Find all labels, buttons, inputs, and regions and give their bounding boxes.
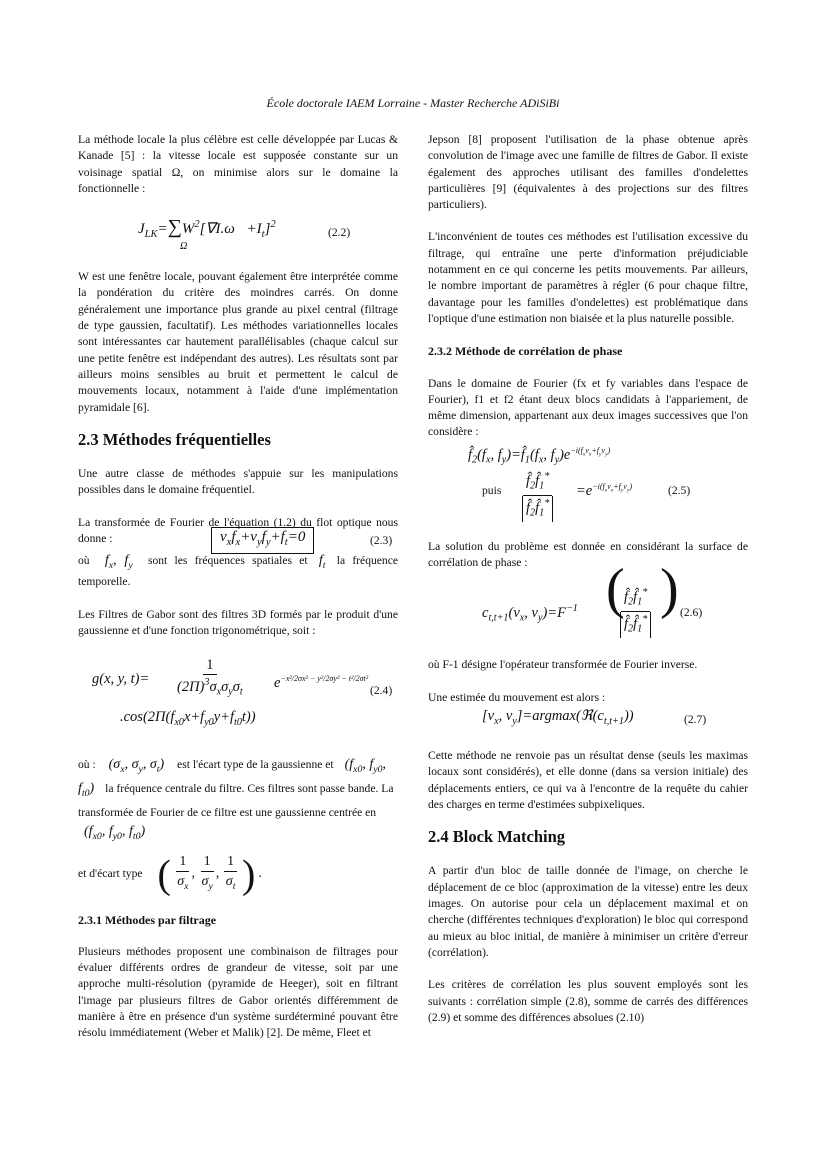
paragraph-fourier: La transformée de Fourier de l'équation (1.2) du flot optique nous donne : $v_xf_x+v_yf_y+f_t=0$ (2.3) où $f_x$, $f_y$ sont les fréquences spatiales et $f_t$ la fréquence temporelle.	[78, 515, 399, 589]
equation-number: (2.7)	[684, 712, 707, 726]
section-heading: 2.3 Méthodes fréquentielles	[78, 429, 271, 449]
equation-number: (2.6)	[680, 606, 703, 620]
equation-2-3: $v_xf_x+v_yf_y+f_t=0$	[211, 527, 314, 553]
page-header: École doctorale IAEM Lorraine - Master Recherche ADiSiBi	[266, 96, 560, 110]
equation-number: (2.3)	[370, 534, 393, 548]
equation-number: (2.5)	[668, 483, 691, 497]
paragraph: Une autre classe de méthodes s'appuie sur les manipulations possibles dans le domaine fréquentiel.	[78, 467, 398, 497]
paragraph: Une estimée du mouvement est alors :	[428, 690, 606, 704]
paragraph: Dans le domaine de Fourier (fx et fy variables dans l'espace de Fourier), f1 et f2 étant deux blocs candidats à l'appariement, de même dimension, appartenant aux deux images successives que l'on considère :	[428, 376, 748, 439]
paragraph: La solution du problème est donnée en considérant la surface de corrélation de phase :	[428, 539, 748, 570]
equation-2-2: $J_{LK}=\sum W^2[\nabla I.\omega⃗+I_t]^2$ Ω (2.2)	[138, 216, 351, 253]
paragraph: Les critères de corrélation les plus souvent employés sont les suivants : corrélation simple (2.8), somme de carrés des différences (2.9) et somme des différences absolues (2.10)	[428, 978, 748, 1024]
equation-2-6: $c_{t,t+1}(v_x$, $v_y)=F^{-1}$ ( $\frac{f̂_2f̂_1^*}{f̂_2f̂_1^*}$ ) (2.6)	[428, 575, 748, 649]
paragraph: La méthode locale la plus célèbre est celle développée par Lucas & Kanade [5] : la vitesse locale est supposée constante sur un voisinage spatial Ω, on minimise alors sur le domaine la fonctionnelle :	[78, 133, 398, 195]
paragraph: W est une fenêtre locale, pouvant également être interprétée comme la pondération du critère des moindres carrés. On donne généralement une importance plus grande au pixel central (filtrage de type gaussien, facultatif). Les méthodes variationnelles locales sont intéressantes car hautement parallélisables (chaque calcul sur une petite fenêtre est indépendant des autres). Les résultats sont par ailleurs moins sensibles au bruit et permettent le calcul de mouvements locaux, notamment à l'aide d'une implémentation pyramidale [6].	[78, 270, 398, 414]
subsection-heading: 2.3.1 Méthodes par filtrage	[78, 912, 217, 927]
subsection-heading: 2.3.2 Méthode de corrélation de phase	[428, 344, 623, 359]
paragraph: L'inconvénient de toutes ces méthodes est l'utilisation excessive du filtrage, qui entraîne une perte d'information préjudiciable notamment en ce qui concerne les petits mouvements. Par ailleurs, le nombre important de paramètres à régler (6 pour chaque filtre, davantage pour les familles d'ondelettes) est problématique dans l'optique d'une estimation non biaisée et la plus naturelle possible.	[428, 230, 748, 325]
equation-number: (2.4)	[370, 684, 393, 698]
left-column	[78, 132, 398, 1058]
paragraph: A partir d'un bloc de taille donnée de l'image, on cherche le déplacement de ce bloc (approximation de la vitesse) entre les deux images. On autorise pour cela un déplacement maximal et on cherche (différentes techniques d'exploration) le bloc qui correspond au mieux au bloc initial, de manière à minimiser un critère d'erreur (corrélation).	[428, 864, 748, 959]
paragraph: Plusieurs méthodes proposent une combinaison de filtrages pour évaluer différents ordres de grandeur de vitesse, soit par une approche multi-résolution (pyramide de Heeger), soit en filtrant l'image par plusieurs filtres de Gabor orientés différemment de manière à être en présence d'un système surdéterminé pouvant être résolu immédiatement (Weber et Malik) [2]. De même, Fleet et	[78, 944, 398, 1040]
equation-2-7: [$v_x$, $v_y]=argmax(ℜ(c_{t,t+1}))$ (2.7)	[482, 707, 707, 727]
section-heading: 2.4 Block Matching	[428, 827, 566, 847]
paragraph: Cette méthode ne renvoie pas un résultat dense (seuls les maximas locaux sont considérés), et elle donne (dans sa version initiale) des déplacements entiers, ce qui va à l'encontre de la requête du cahier des charges en terme d'estimées subpixeliques.	[428, 748, 748, 811]
paragraph: Les Filtres de Gabor sont des filtres 3D formés par le produit d'une gaussienne et d'une fonction trigonométrique, soit :	[78, 607, 398, 638]
equation-2-4: g(x, y, t)= 1 $(2\Pi)^3\sigma_x\sigma_y\sigma_t$ $e^{-x^2/2\sigma x^2 - y^2/2\sigma y^2 - t^2/2\sigma t^2}$ $.\cos(2\Pi(f_{x0}x+f_{y0}y+f_{t0}t))$ (2.4)	[92, 657, 393, 729]
paragraph-gabor: où : ($\sigma_x$, $\sigma_y$, $\sigma_t$) est l'écart type de la gaussienne et ($f_{x0}$, $f_{y0}$, $f_{t0}$) la fréquence centrale du filtre. Ces filtres sont passe bande. La transformée de Fourier de ce filtre est une gaussienne centrée en ($f_{x0}$, $f_{y0}$, $f_{t0}$) et d'écart type ( $\frac{1}{\sigma_x}$ , $\frac{1}{\sigma_y}$ , $\frac{1}{\sigma_t}$ ) .	[78, 757, 394, 897]
equation-2-5: $f̂_2(f_x$, $f_y)=f̂_1(f_x$, $f_y)e^{-i(f_xv_x+f_yv_y)}$ puis $\frac{f̂_2f̂_1^*}{f̂_2f̂_1^*}$ $=e^{-i(f_xv_x+f_yv_y)}$ (2.5)	[428, 443, 748, 525]
equation-number: (2.2)	[328, 226, 351, 240]
paragraph: Jepson [8] proposent l'utilisation de la phase obtenue après convolution de l'image avec une famille de filtres de Gabor. Il existe également des approches utilisant des familles d'ondelettes particulières [9] (équivalentes à des projections sur des filtres particuliers).	[428, 133, 748, 212]
right-column	[428, 132, 748, 1042]
paragraph: où F-1 désigne l'opérateur transformée de Fourier inverse.	[428, 658, 698, 672]
